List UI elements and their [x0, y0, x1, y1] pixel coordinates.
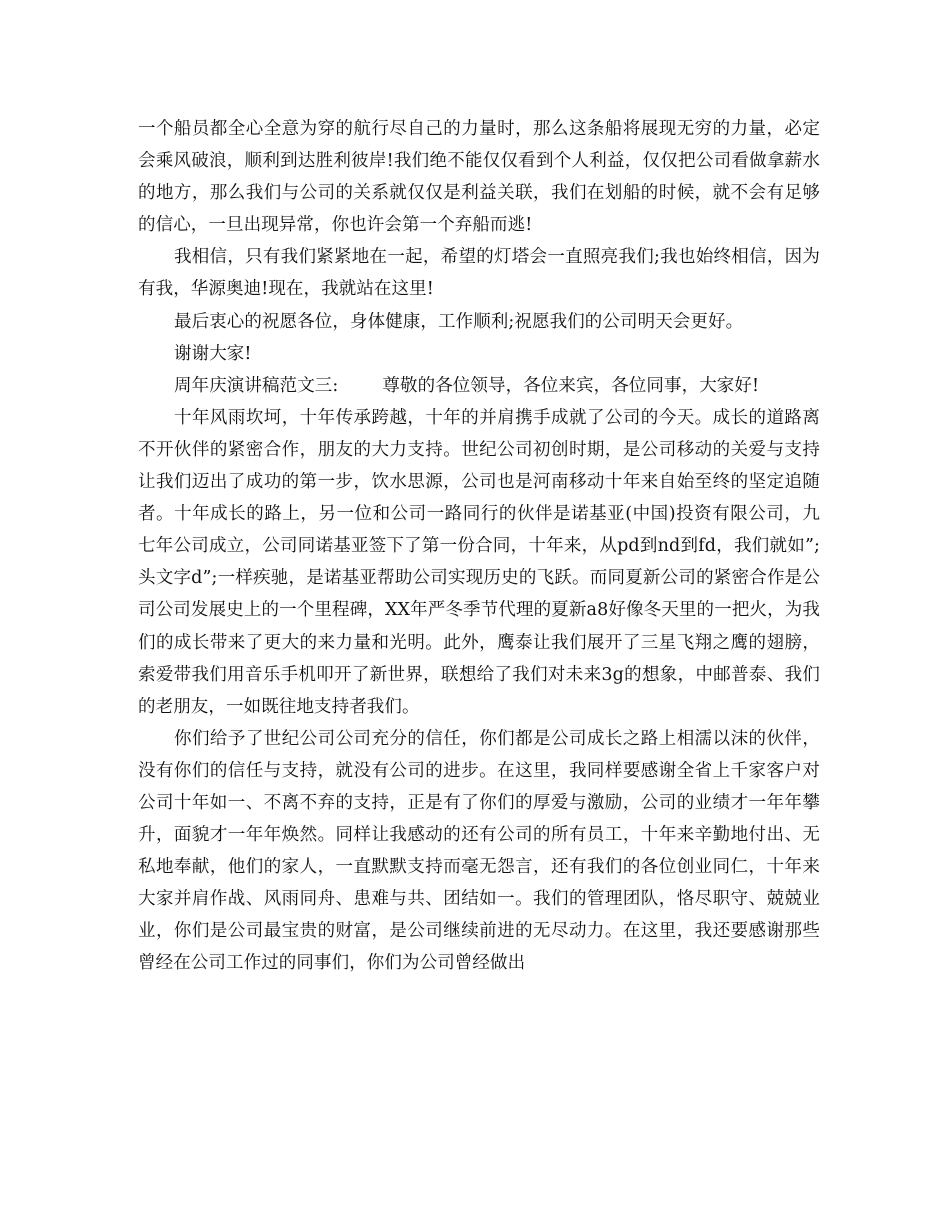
- paragraph-wishes: 最后衷心的祝愿各位，身体健康，工作顺利;祝愿我们的公司明天会更好。: [174, 311, 744, 332]
- section-heading: [138, 370, 820, 402]
- paragraph-gratitude: 你们给予了世纪公司公司充分的信任，你们都是公司成长之路上相濡以沫的伙伴，没有你们的信任与支持，就没有公司的进步。在这里，我同样要感谢全省上千家客户对公司十年如一、不离不弃的支持，正是有了你们的厚爱与激励，公司的业绩才一年年攀升，面貌才一年年焕然。同样让我感动的还有公司的所有员工，十年来辛勤地付出、无私地奉献，他们的家人，一直默默支持而毫无怨言，还有我们的各位创业同仁，十年来大家并肩作战、风雨同舟、患难与共、团结如一。我们的管理团队，恪尽职守、兢兢业业，你们是公司最宝贵的财富，是公司继续前进的无尽动力。在这里，我还要感谢那些曾经在公司工作过的同事们，你们为公司曾经做出: [138, 728, 820, 974]
- section-greeting: 尊敬的各位领导，各位来宾，各位同事，大家好!: [382, 375, 760, 396]
- paragraph-ship-metaphor: 一个船员都全心全意为穿的航行尽自己的力量时，那么这条船将展现无穷的力量，必定会乘风破浪，顺利到达胜利彼岸!我们绝不能仅仅看到个人利益，仅仅把公司看做拿薪水的地方，那么我们与公司的关系就仅仅是利益关联，我们在划船的时候，就不会有足够的信心，一旦出现异常，你也许会第一个弃船而逃!: [138, 119, 820, 236]
- paragraph-thanks: 谢谢大家!: [174, 343, 252, 364]
- section-title: 周年庆演讲稿范文三:: [174, 375, 339, 396]
- document-body: [138, 113, 820, 980]
- paragraph-belief: 我相信，只有我们紧紧地在一起，希望的灯塔会一直照亮我们;我也始终相信，因为有我，华源奥迪!现在，我就站在这里!: [138, 247, 820, 300]
- paragraph-partners: 十年风雨坎坷，十年传承跨越，十年的并肩携手成就了公司的今天。成长的道路离不开伙伴的紧密合作，朋友的大力支持。世纪公司初创时期，是公司移动的关爱与支持让我们迈出了成功的第一步，饮水思源，公司也是河南移动十年来自始至终的坚定追随者。十年成长的路上，另一位和公司一路同行的伙伴是诺基亚(中国)投资有限公司，九七年公司成立，公司同诺基亚签下了第一份合同，十年来，从pd到nd到fd，我们就如”;头文字d”;一样疾驰，是诺基亚帮助公司实现历史的飞跃。而同夏新公司的紧密合作是公司公司发展史上的一个里程碑，XX年严冬季节代理的夏新a8好像冬天里的一把火，为我们的成长带来了更大的来力量和光明。此外，鹰泰让我们展开了三星飞翔之鹰的翅膀，索爱带我们用音乐手机叩开了新世界，联想给了我们对未来3g的想象，中邮普泰、我们的老朋友，一如既往地支持者我们。: [138, 407, 820, 717]
